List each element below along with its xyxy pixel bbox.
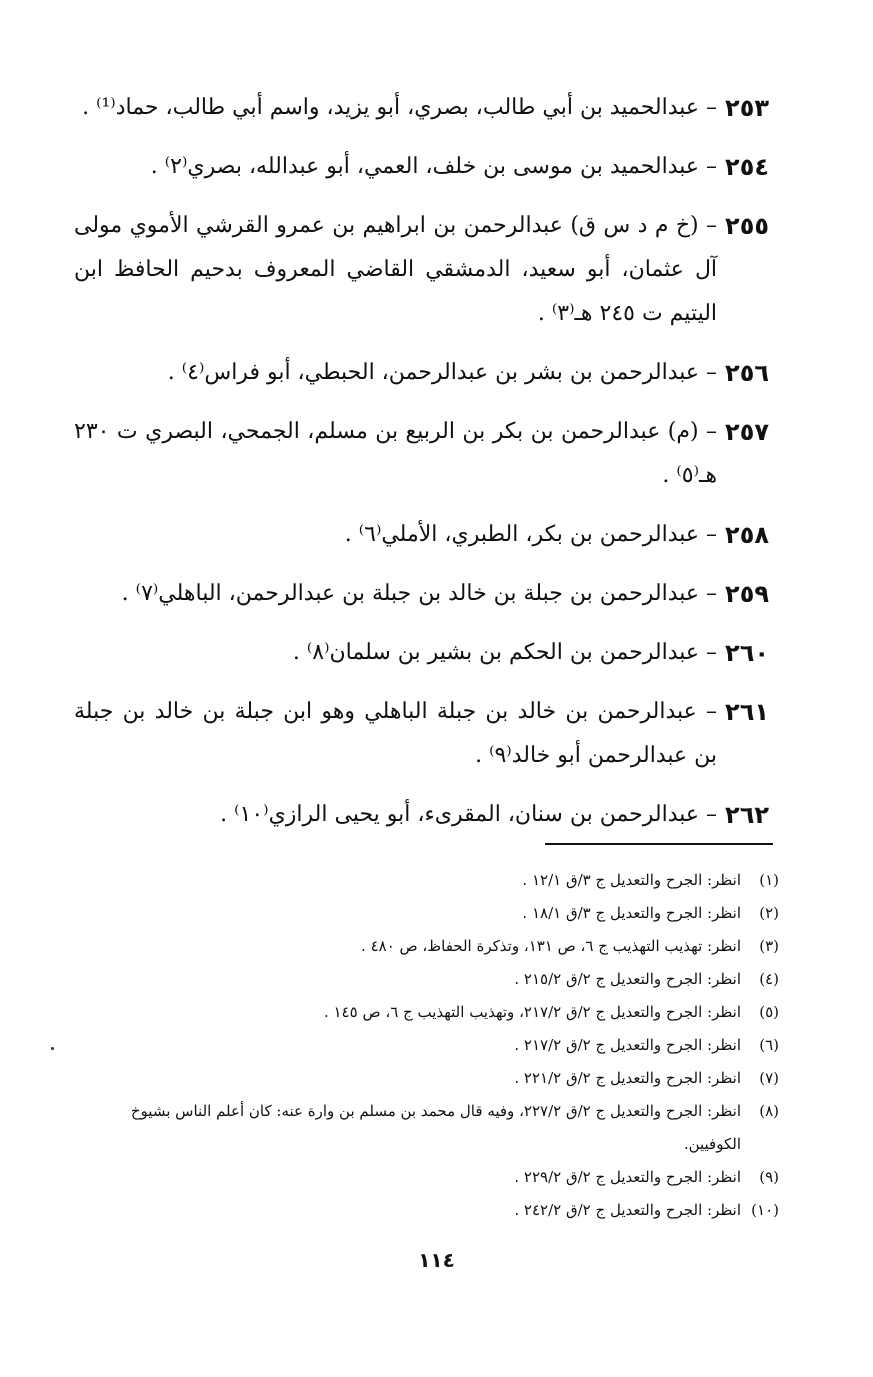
entry-text: – (م) عبدالرحمن بن بكر بن الربيع بن مسلم، الجمحي، البصري ت ٢٣٠ هـ⁽٥⁾ .	[74, 419, 718, 488]
footnote-text: انظر: الجرح والتعديل ج ٢/ق ٢٢٩/٢ .	[514, 1168, 741, 1186]
footnote-text: انظر: الجرح والتعديل ج ٢/ق ٢٤٢/٢ .	[514, 1201, 741, 1219]
footnote-number: (١)	[759, 871, 779, 889]
footnote-2	[74, 897, 779, 930]
footnote-number: (٨)	[759, 1102, 779, 1120]
footnote-8	[74, 1095, 779, 1161]
entry-262	[74, 793, 769, 837]
entry-number: ٢٦٠	[725, 639, 769, 667]
footnote-4	[74, 963, 779, 996]
footnotes-list	[74, 864, 779, 1227]
scan-speck	[51, 1047, 54, 1050]
footnote-number: (٤)	[759, 970, 779, 988]
entry-261	[74, 690, 769, 778]
entry-253	[74, 86, 769, 130]
footnote-text: انظر: الجرح والتعديل ج ٢/ق ٢١٧/٢، وتهذيب التهذيب ج ٦، ص ١٤٥ .	[323, 1003, 741, 1021]
footnote-text: انظر: الجرح والتعديل ج ٢/ق ٢١٧/٢ .	[514, 1036, 741, 1054]
entry-number: ٢٥٥	[725, 212, 769, 240]
entry-256	[74, 351, 769, 395]
footnote-number: (٩)	[759, 1168, 779, 1186]
entry-number: ٢٦١	[725, 698, 769, 726]
footnote-text: انظر: تهذيب التهذيب ج ٦، ص ١٣١، وتذكرة الحفاظ، ص ٤٨٠ .	[361, 937, 741, 955]
entry-number: ٢٥٤	[725, 153, 769, 181]
entry-text: – عبدالرحمن بن سنان، المقرىء، أبو يحيى الرازي⁽١٠⁾ .	[220, 802, 718, 827]
entry-260	[74, 631, 769, 675]
footnote-number: (١٠)	[751, 1201, 779, 1219]
footnote-10	[74, 1194, 779, 1227]
footnote-6	[74, 1029, 779, 1062]
footnote-text: انظر: الجرح والتعديل ج ٢/ق ٢٢٧/٢، وفيه قال محمد بن مسلم بن وارة عنه: كان أعلم الناس بشيوخ الكوفيين.	[130, 1102, 741, 1153]
entry-text: – عبدالرحمن بن الحكم بن بشير بن سلمان⁽٨⁾ .	[292, 640, 718, 665]
footnote-number: (٥)	[759, 1003, 779, 1021]
footnote-text: انظر: الجرح والتعديل ج ٣/ق ١٨/١ .	[522, 904, 741, 922]
entry-number: ٢٥٩	[725, 580, 769, 608]
footnote-text: انظر: الجرح والتعديل ج ٢/ق ٢١٥/٢ .	[514, 970, 741, 988]
entry-text: – عبدالرحمن بن خالد بن جبلة الباهلي وهو ابن جبلة بن خالد بن جبلة بن عبدالرحمن أبو خالد⁽٩⁾ .	[74, 699, 718, 768]
footnote-number: (٧)	[759, 1069, 779, 1087]
entry-258	[74, 513, 769, 557]
entry-text: – عبدالحميد بن أبي طالب، بصري، أبو يزيد، واسم أبي طالب، حماد⁽¹⁾ .	[82, 95, 718, 120]
footnote-7	[74, 1062, 779, 1095]
entry-text: – عبدالرحمن بن بكر، الطبري، الأملي⁽٦⁾ .	[344, 522, 718, 547]
entry-number: ٢٦٢	[725, 801, 769, 829]
footnote-1	[74, 864, 779, 897]
entry-number: ٢٥٧	[725, 418, 769, 446]
entry-255	[74, 204, 769, 336]
entry-259	[74, 572, 769, 616]
footnote-3	[74, 930, 779, 963]
entries-list	[74, 86, 769, 852]
entry-text: – عبدالرحمن بن بشر بن عبدالرحمن، الحبطي، أبو فراس⁽٤⁾ .	[167, 360, 718, 385]
footnote-text: انظر: الجرح والتعديل ج ٢/ق ٢٢١/٢ .	[514, 1069, 741, 1087]
entry-number: ٢٥٣	[725, 94, 769, 122]
entry-257	[74, 410, 769, 498]
footnote-text: انظر: الجرح والتعديل ج ٣/ق ١٢/١ .	[522, 871, 741, 889]
entry-text: – عبدالرحمن بن جبلة بن خالد بن جبلة بن عبدالرحمن، الباهلي⁽٧⁾ .	[121, 581, 718, 606]
entry-254	[74, 145, 769, 189]
footnote-number: (٦)	[759, 1036, 779, 1054]
entry-number: ٢٥٨	[725, 521, 769, 549]
footnote-separator	[545, 843, 773, 845]
footnote-number: (٢)	[759, 904, 779, 922]
footnote-number: (٣)	[759, 937, 779, 955]
footnote-5	[74, 996, 779, 1029]
page-number: ١١٤	[418, 1248, 455, 1272]
entry-text: – (خ م د س ق) عبدالرحمن بن ابراهيم بن عمرو القرشي الأموي مولى آل عثمان، أبو سعيد، الدمشقي القاضي المعروف بدحيم الحافظ ابن اليتيم ت ٢٤٥ هـ⁽٣⁾ .	[74, 213, 718, 326]
footnote-9	[74, 1161, 779, 1194]
entry-number: ٢٥٦	[725, 359, 769, 387]
entry-text: – عبدالحميد بن موسى بن خلف، العمي، أبو عبدالله، بصري⁽٢⁾ .	[150, 154, 718, 179]
